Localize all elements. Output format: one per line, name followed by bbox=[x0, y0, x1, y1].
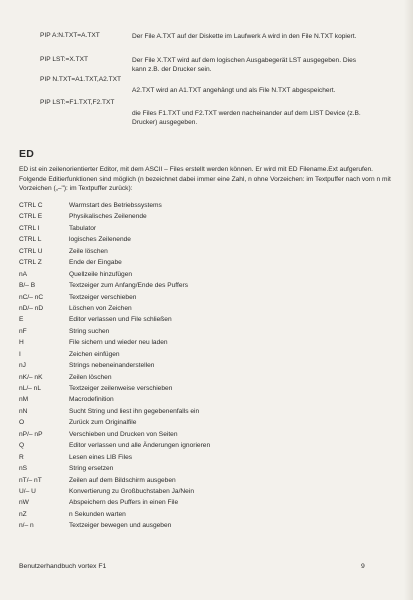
command-description: Zeichen einfügen bbox=[69, 350, 120, 358]
command-key: nN bbox=[19, 407, 28, 415]
command-description: Zeilen auf dem Bildschirm ausgeben bbox=[69, 476, 176, 484]
command-key: nC/– nC bbox=[19, 293, 44, 301]
command-description: Quellzeile hinzufügen bbox=[69, 270, 133, 278]
command-key: CTRL C bbox=[19, 202, 43, 209]
command-row bbox=[19, 394, 399, 405]
page-edge-shadow bbox=[404, 0, 413, 600]
command-key: nK/– nK bbox=[19, 373, 43, 381]
command-description: Verschieben und Drucken von Seiten bbox=[69, 430, 178, 438]
command-row bbox=[19, 417, 399, 428]
command-key: nM bbox=[19, 396, 29, 404]
command-description: Lesen eines LIB Files bbox=[69, 453, 133, 461]
pip-command: PIP LST:=X.TXT bbox=[40, 56, 89, 63]
command-row bbox=[19, 223, 399, 234]
command-row bbox=[19, 406, 399, 417]
command-description: Konvertierung zu Großbuchstaben Ja/Nein bbox=[69, 487, 194, 495]
command-key: E bbox=[19, 316, 24, 324]
footer-title: Benutzerhandbuch vortex F1 bbox=[19, 563, 107, 570]
command-description: Warmstart des Betriebssystems bbox=[69, 202, 162, 209]
command-description: Strings nebeneinanderstellen bbox=[69, 362, 155, 370]
command-key: nJ bbox=[19, 362, 26, 370]
command-description: Zeile löschen bbox=[69, 247, 108, 255]
command-key: nD/– nD bbox=[19, 304, 44, 312]
command-key: U/– U bbox=[19, 487, 36, 495]
command-table bbox=[19, 200, 399, 532]
command-row bbox=[19, 497, 399, 508]
command-row bbox=[19, 383, 399, 394]
command-row bbox=[19, 246, 399, 257]
command-row bbox=[19, 452, 399, 463]
pip-command: PIP N.TXT=A1.TXT,A2.TXT bbox=[40, 76, 122, 83]
command-key: nT/– nT bbox=[19, 476, 42, 484]
command-key: nA bbox=[19, 270, 28, 278]
command-key: nF bbox=[19, 327, 27, 335]
command-description: String suchen bbox=[69, 327, 110, 335]
command-row bbox=[19, 326, 399, 337]
command-description: Sucht String und liest ihn gegebenenfalls ein bbox=[69, 407, 200, 415]
command-row bbox=[19, 280, 399, 291]
command-description: Textzeiger zeilenweise verschieben bbox=[69, 385, 173, 392]
command-key: CTRL E bbox=[19, 213, 43, 221]
command-description: Textzeiger verschieben bbox=[69, 293, 137, 301]
pip-description: A2.TXT wird an A1.TXT angehängt und als File N.TXT abgespeichert. bbox=[132, 87, 336, 94]
command-key: nP/– nP bbox=[19, 430, 43, 438]
command-row bbox=[19, 200, 399, 211]
intro-paragraph: ED ist ein zeilenorientierter Editor, mit dem ASCII – Files erstellt werden können. Er wird mit ED Filename.Ext aufgerufen. Folgende Editierfunktionen sind möglich (n bezeichnet dabei immer eine Zahl, n ohne Vorzeichen: im Textpuffer nach vorn n mit Vorzeichen („–"): im Textpuffer zurück): bbox=[19, 166, 391, 193]
pip-command: PIP A:N.TXT=A.TXT bbox=[40, 32, 100, 39]
command-row bbox=[19, 211, 399, 222]
pip-command: PIP LST:=F1.TXT,F2.TXT bbox=[40, 99, 115, 106]
command-row bbox=[19, 234, 399, 245]
command-row bbox=[19, 486, 399, 497]
command-key: nZ bbox=[19, 510, 27, 518]
command-description: Editor verlassen und File schließen bbox=[69, 316, 172, 324]
command-key: Q bbox=[19, 442, 25, 450]
command-description: Zurück zum Originalfile bbox=[69, 419, 137, 427]
command-row bbox=[19, 292, 399, 303]
command-description: Textzeiger zum Anfang/Ende des Puffers bbox=[69, 282, 189, 290]
command-description: Ende der Eingabe bbox=[69, 259, 122, 267]
command-key: CTRL U bbox=[19, 247, 43, 255]
command-description: Zeilen löschen bbox=[69, 373, 112, 381]
command-row bbox=[19, 509, 399, 520]
command-description: Abspeichern des Puffers in einen File bbox=[69, 499, 179, 507]
command-description: Löschen von Zeichen bbox=[69, 304, 132, 312]
command-key: O bbox=[19, 419, 25, 427]
command-description: File sichern und wieder neu laden bbox=[69, 339, 168, 347]
pip-description: die Files F1.TXT und F2.TXT werden nacheinander auf dem LIST Device (z.B. Drucker) ausgegeben. bbox=[132, 110, 361, 126]
command-description: Tabulator bbox=[69, 224, 97, 232]
command-description: Textzeiger bewegen und ausgeben bbox=[69, 522, 172, 530]
command-description: String ersetzen bbox=[69, 465, 114, 473]
command-row bbox=[19, 303, 399, 314]
command-description: logisches Zeilenende bbox=[69, 236, 131, 244]
command-description: n Sekunden warten bbox=[69, 510, 126, 518]
command-row bbox=[19, 372, 399, 383]
command-description: Physikalisches Zeilenende bbox=[69, 213, 147, 221]
command-row bbox=[19, 475, 399, 486]
command-row bbox=[19, 440, 399, 451]
command-row bbox=[19, 269, 399, 280]
command-key: I bbox=[19, 350, 21, 358]
command-key: nS bbox=[19, 465, 28, 473]
command-row bbox=[19, 360, 399, 371]
command-key: H bbox=[19, 339, 24, 347]
command-key: nW bbox=[19, 499, 29, 507]
command-row bbox=[19, 314, 399, 325]
command-row bbox=[19, 257, 399, 268]
pip-description: Der File A.TXT auf der Diskette im Laufwerk A wird in den File N.TXT kopiert. bbox=[132, 33, 357, 40]
command-key: B/– B bbox=[19, 282, 36, 290]
command-key: R bbox=[19, 453, 24, 461]
command-row bbox=[19, 349, 399, 360]
command-row bbox=[19, 337, 399, 348]
command-key: n/– n bbox=[19, 522, 34, 530]
command-key: CTRL L bbox=[19, 236, 42, 244]
command-row bbox=[19, 463, 399, 474]
command-description: Editor verlassen und alle Änderungen ignorieren bbox=[69, 442, 211, 450]
command-key: CTRL Z bbox=[19, 259, 42, 267]
pip-description: Der File X.TXT wird auf dem logischen Ausgabegerät LST ausgegeben. Dies kann z.B. der Drucker sein. bbox=[132, 57, 357, 73]
command-description: Macrodefinition bbox=[69, 396, 114, 404]
command-key: nL/– nL bbox=[19, 385, 41, 392]
command-row bbox=[19, 429, 399, 440]
page-number: 9 bbox=[361, 563, 365, 570]
section-heading: ED bbox=[19, 148, 35, 160]
command-key: CTRL I bbox=[19, 224, 40, 232]
command-row bbox=[19, 520, 399, 531]
